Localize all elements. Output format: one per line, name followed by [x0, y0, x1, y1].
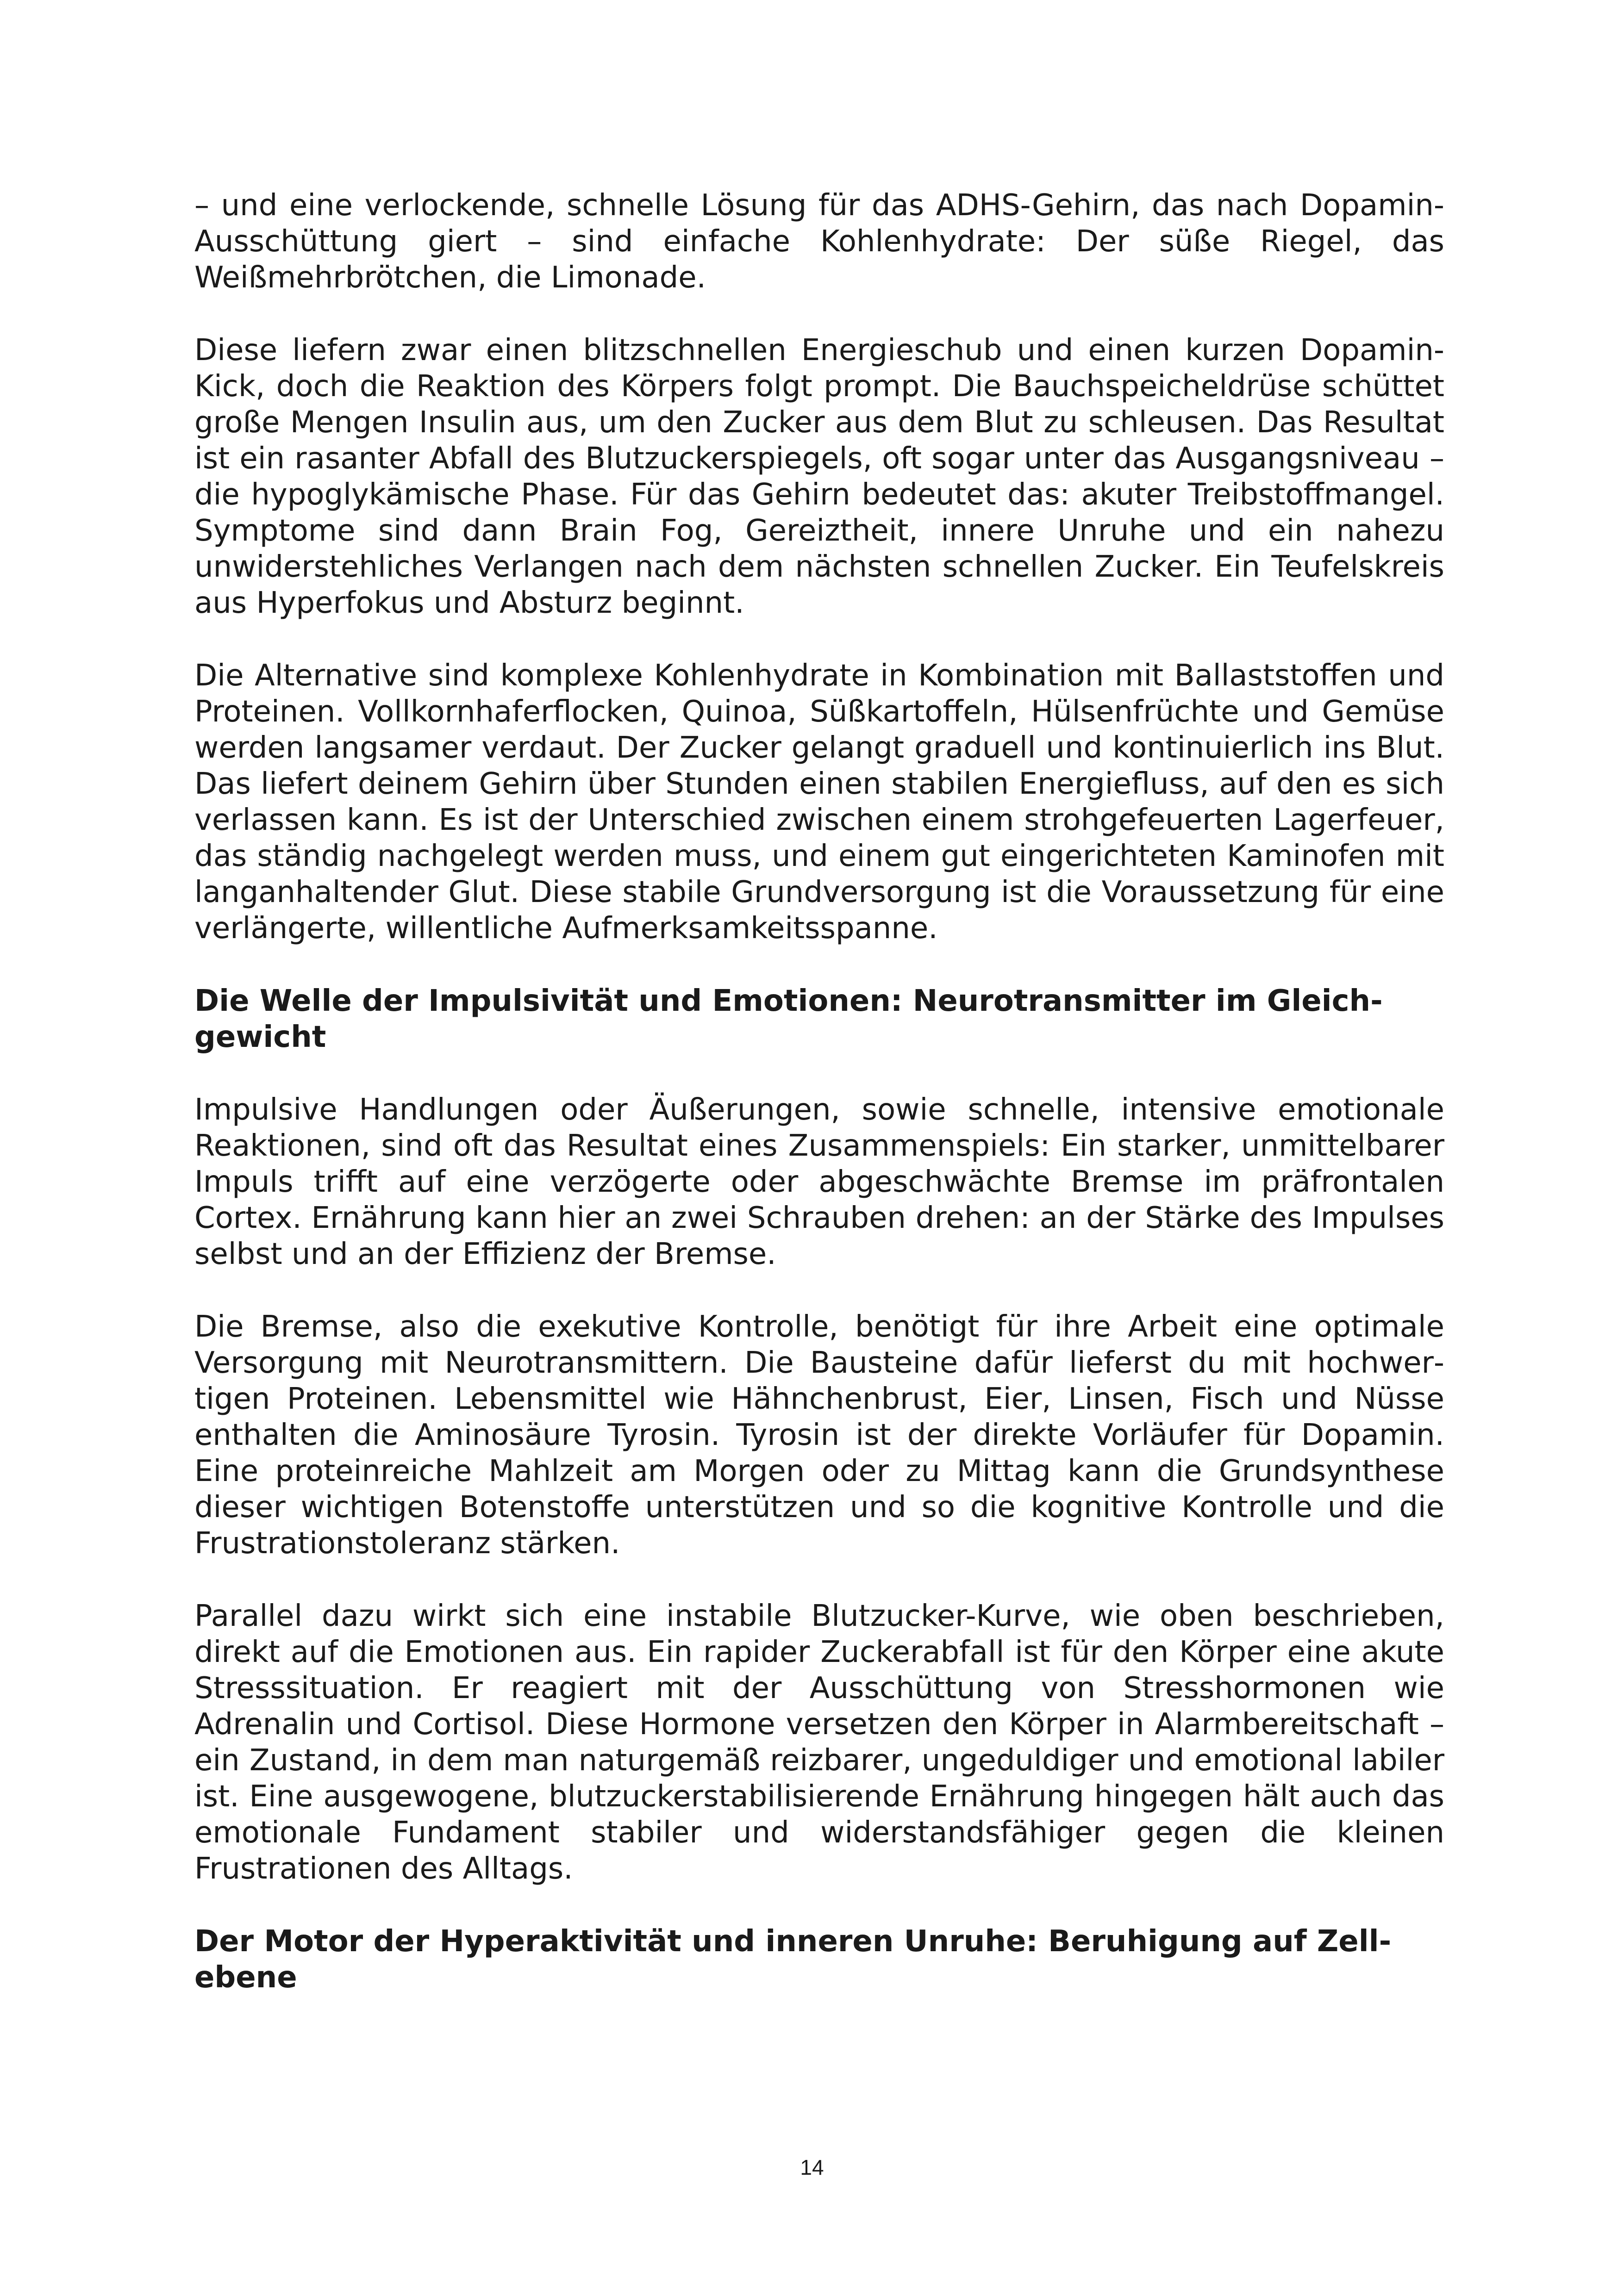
- paragraph-impulse-brake: Impulsive Handlungen oder Äußerungen, sowie schnelle, intensive emotionale Reaktionen, sind oft das Resultat eines Zusammenspiels: Ein starker, unmittelbarer Impuls trifft auf eine verzögerte oder abgeschwächte Bremse im präfrontalen Cortex. Ernährung kann hier an zwei Schrauben drehen: an der Stärke des Impulses selbst und an der Effizienz der Bremse.: [194, 1093, 1444, 1271]
- paragraph-stress-hormones: Parallel dazu wirkt sich eine instabile Blutzucker-Kurve, wie oben beschrieben, direkt auf die Emotionen aus. Ein rapider Zuckerabfall ist für den Körper eine akute Stresssituation. Er reagiert mit der Ausschüttung von Stresshormonen wie Adrenalin und Cortisol. Diese Hormone versetzen den Körper in Alarmbereitschaft – ein Zustand, in dem man naturgemäß reizbarer, ungeduldiger und emotional labiler ist. Eine ausgewogene, blutzuckerstabilisierende Ernährung hingegen hält auch das emotionale Fundament stabiler und widerstandsfähiger gegen die kleinen Frustrationen des Alltags.: [194, 1599, 1444, 1886]
- page-number: 14: [800, 2155, 824, 2179]
- page-content: [194, 187, 1444, 2032]
- paragraph-blood-sugar-crash: Diese liefern zwar einen blitzschnellen Energieschub und einen kurzen Dopamin-Kick, doch die Reaktion des Körpers folgt prompt. Die Bauchspeicheldrüse schüttet große Mengen Insulin aus, um den Zucker aus dem Blut zu schleusen. Das Resultat ist ein rasanter Abfall des Blutzuckerspiegels, oft sogar unter das Ausgangsniveau – die hypoglykämische Phase. Für das Gehirn bedeutet das: akuter Treibstoffmangel. Symptome sind dann Brain Fog, Gereiztheit, innere Unruhe und ein nahezu unwiderstehliches Verlangen nach dem nächsten schnellen Zucker. Ein Teufelskreis aus Hyperfokus und Absturz beginnt.: [194, 333, 1444, 620]
- paragraph-simple-carbs: – und eine verlockende, schnelle Lösung für das ADHS-Gehirn, das nach Dopamin-Ausschüttung giert – sind einfache Kohlenhydrate: Der süße Riegel, das Weißmehrbrötchen, die Limonade.: [194, 188, 1444, 295]
- paragraph-neurotransmitters: Die Bremse, also die exekutive Kontrolle, benötigt für ihre Arbeit eine optimale Versorgung mit Neurotransmittern. Die Bausteine dafür lieferst du mit hochwertigen Proteinen. Lebensmittel wie Hähnchenbrust, Eier, Linsen, Fisch und Nüsse enthalten die Aminosäure Tyrosin. Tyrosin ist der direkte Vorläufer für Dopamin. Eine proteinreiche Mahlzeit am Morgen oder zu Mittag kann die Grundsynthese dieser wichtigen Botenstoffe unterstützen und so die kognitive Kontrolle und die Frustrationstoleranz stärken.: [194, 1310, 1444, 1561]
- section-heading-impulsivity: Die Welle der Impulsivität und Emotionen: Neurotransmitter im Gleichgewicht: [194, 984, 1383, 1054]
- section-heading-hyperactivity: Der Motor der Hyperaktivität und inneren Unruhe: Beruhigung auf Zellebene: [194, 1924, 1392, 1995]
- paragraph-complex-carbs: Die Alternative sind komplexe Kohlenhydrate in Kombination mit Ballaststoffen und Proteinen. Vollkornhaferflocken, Quinoa, Süßkartoffeln, Hülsenfrüchte und Gemüse werden langsamer verdaut. Der Zucker gelangt graduell und kontinuierlich ins Blut. Das liefert deinem Gehirn über Stunden einen stabilen Energiefluss, auf den es sich verlassen kann. Es ist der Unterschied zwischen einem strohgefeuerten Lagerfeuer, das ständig nachgelegt werden muss, und einem gut eingerichteten Kaminofen mit langanhaltender Glut. Diese stabile Grundversorgung ist die Voraussetzung für eine verlängerte, willentliche Aufmerksamkeitsspanne.: [194, 659, 1444, 946]
